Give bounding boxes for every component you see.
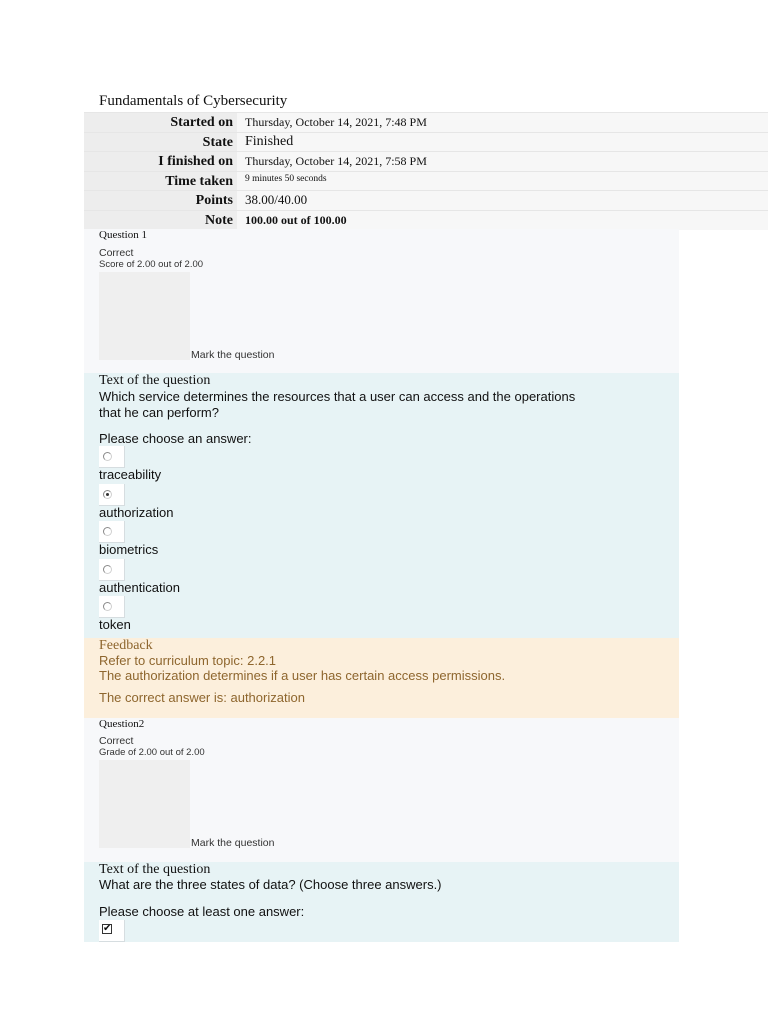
answer-option-authorization[interactable] xyxy=(99,484,125,506)
summary-row-finished-on xyxy=(84,151,768,171)
question-text: What are the three states of data? (Choose three answers.) xyxy=(99,877,442,892)
summary-row-note xyxy=(84,210,768,230)
summary-label: Started on xyxy=(84,113,237,132)
answer-option-checkbox-cell[interactable] xyxy=(99,920,125,942)
summary-value: 9 minutes 50 seconds xyxy=(237,172,768,191)
answer-option-traceability[interactable] xyxy=(99,446,125,468)
summary-row-points xyxy=(84,190,768,210)
radio-button[interactable] xyxy=(103,565,112,574)
answer-prompt: Please choose at least one answer: xyxy=(99,904,305,919)
flag-question-label[interactable]: Mark the question xyxy=(191,837,275,849)
answer-option-label[interactable]: token xyxy=(99,617,131,632)
summary-row-started-on xyxy=(84,112,768,132)
summary-row-time-taken xyxy=(84,171,768,191)
feedback-correct-answer: The correct answer is: authorization xyxy=(99,690,305,705)
feedback-heading: Feedback xyxy=(99,638,153,653)
answer-option-label[interactable]: authentication xyxy=(99,580,180,595)
question-state: Correct xyxy=(99,735,134,747)
summary-row-state xyxy=(84,132,768,152)
summary-value: Finished xyxy=(237,133,768,152)
answer-prompt: Please choose an answer: xyxy=(99,431,252,446)
radio-button[interactable] xyxy=(103,527,112,536)
summary-value: Thursday, October 14, 2021, 7:58 PM xyxy=(237,152,768,171)
question-grade: Score of 2.00 out of 2.00 xyxy=(99,259,204,270)
summary-label: Points xyxy=(84,191,237,210)
question-state: Correct xyxy=(99,247,134,259)
summary-label: I finished on xyxy=(84,152,237,171)
summary-label: Time taken xyxy=(84,172,237,191)
flag-question-label[interactable]: Mark the question xyxy=(191,349,275,361)
summary-value: 100.00 out of 100.00 xyxy=(237,211,768,230)
question-text-heading: Text of the question xyxy=(99,862,211,877)
question-text: Which service determines the resources that a user can access and the operations that he can perform? xyxy=(99,389,576,420)
flag-question-button[interactable] xyxy=(99,760,190,848)
answer-option-authentication[interactable] xyxy=(99,559,125,581)
checkbox-checked[interactable]: ✔ xyxy=(103,923,112,934)
summary-value: 38.00/40.00 xyxy=(237,191,768,210)
answer-option-biometrics[interactable] xyxy=(99,521,125,543)
answer-option-token[interactable] xyxy=(99,596,125,618)
answer-option-label[interactable]: traceability xyxy=(99,467,162,482)
question-text-heading: Text of the question xyxy=(99,373,211,388)
feedback-topic: Refer to curriculum topic: 2.2.1 xyxy=(99,653,277,668)
feedback-explanation: The authorization determines if a user has certain access permissions. xyxy=(99,668,506,683)
summary-label: State xyxy=(84,133,237,152)
question-number: Question 1 xyxy=(99,229,147,241)
attempt-summary-table xyxy=(84,112,768,230)
summary-label: Note xyxy=(84,211,237,230)
course-title: Fundamentals of Cybersecurity xyxy=(99,93,288,109)
radio-button[interactable] xyxy=(103,452,112,461)
summary-value: Thursday, October 14, 2021, 7:48 PM xyxy=(237,113,768,132)
question-number: Question2 xyxy=(99,718,145,730)
answer-option-label[interactable]: authorization xyxy=(99,505,174,520)
answer-option-label[interactable]: biometrics xyxy=(99,542,159,557)
question-grade: Grade of 2.00 out of 2.00 xyxy=(99,747,205,758)
radio-button[interactable] xyxy=(103,602,112,611)
radio-button-selected[interactable] xyxy=(103,490,112,499)
flag-question-button[interactable] xyxy=(99,272,190,360)
